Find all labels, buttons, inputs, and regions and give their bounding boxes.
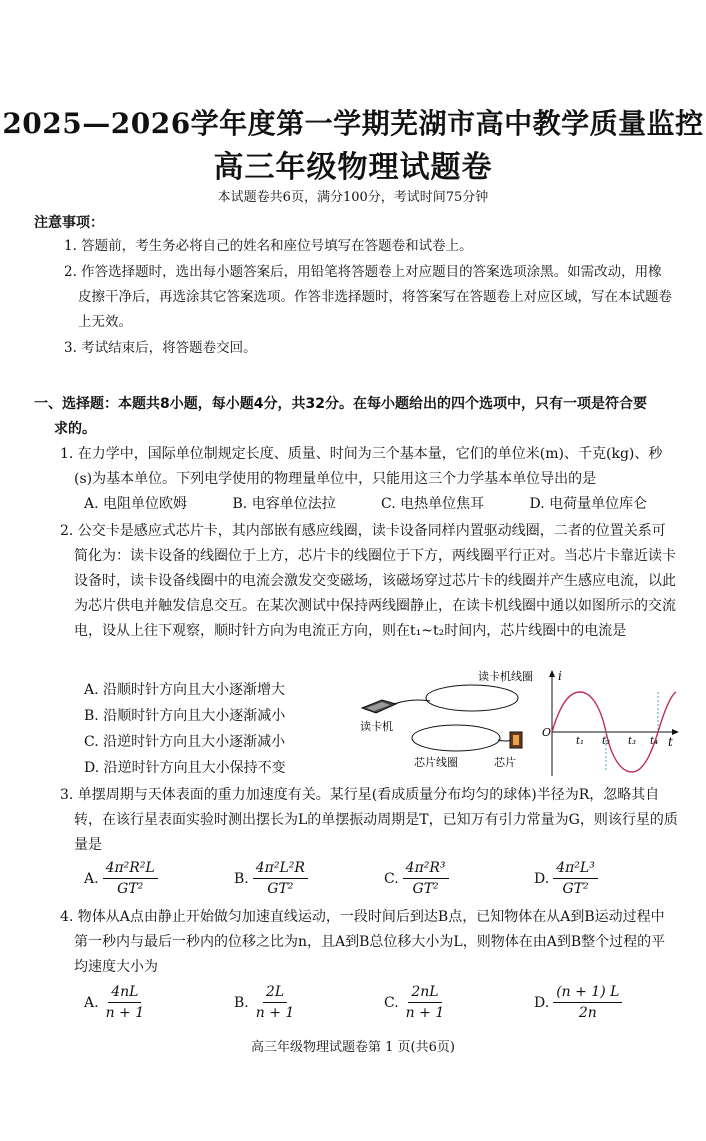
option-b: B. 电容单位法拉 xyxy=(232,496,336,512)
option-b: B. 沿顺时针方向且大小逐渐减小 xyxy=(84,708,286,724)
fraction-denominator: GT² xyxy=(562,881,589,897)
question-2-text: 2. 公交卡是感应式芯片卡，其内部嵌有感应线圈，读卡设备同样内置驱动线圈，二者的位置关系可简化为：读卡设备的线圈位于上方，芯片卡的线圈位于下方，两线圈平行正对。当芯片卡靠近读卡设备时，读卡设备线圈中的电流会激发交变磁场，该磁场穿过芯片卡的线圈并产生感应电流，以此为芯片供电并触发信息交互。在某次测试中保持两线圈静止，在读卡机线圈中通以如图所示的交流电，设从上往下观察，顺时针方向为电流正方向，则在t₁~t₂时间内，芯片线圈中的电流是 xyxy=(60,523,676,639)
card-reader-figure xyxy=(352,668,682,778)
option-label: D. xyxy=(534,994,550,1011)
option-fraction xyxy=(253,982,298,1023)
option-fraction xyxy=(403,858,449,899)
chip-coil xyxy=(412,725,500,751)
option-c: C. 电热单位焦耳 xyxy=(381,496,485,512)
fraction-denominator: GT² xyxy=(412,881,439,897)
reader-coil-label: 读卡机线圈 xyxy=(478,670,533,683)
graph-t-label: t xyxy=(668,735,673,749)
option-label: C. xyxy=(384,870,399,887)
fraction-denominator: n + 1 xyxy=(255,1005,295,1021)
fraction-denominator: n + 1 xyxy=(105,1005,145,1021)
option-d xyxy=(534,858,684,899)
fraction-denominator: GT² xyxy=(117,881,144,897)
fraction-numerator: 2nL xyxy=(408,982,441,1003)
option-a xyxy=(84,858,234,899)
question-1 xyxy=(60,442,678,517)
reader-device-icon xyxy=(362,700,396,713)
fraction-numerator: 4π²R²L xyxy=(103,858,158,879)
reader-lead xyxy=(394,700,430,704)
option-label: D. xyxy=(534,870,550,887)
notice-heading: 注意事项： xyxy=(34,215,104,231)
question-4-text: 4. 物体从A点由静止开始做匀加速直线运动，一段时间后到达B点，已知物体在从A到B运动过程中第一秒内与最后一秒内的位移之比为n，且A到B总位移大小为L，则物体在由A到B整个过程的平均速度大小为 xyxy=(60,909,666,975)
question-3 xyxy=(60,783,678,858)
section-heading-line2: 求的。 xyxy=(54,421,96,437)
option-a: A. 电阻单位欧姆 xyxy=(84,496,188,512)
option-fraction xyxy=(553,982,622,1023)
tick-t4: t₄ xyxy=(650,736,659,747)
option-c: C. 沿逆时针方向且大小逐渐减小 xyxy=(84,734,286,750)
exam-subject-title: 高三年级物理试题卷 xyxy=(213,150,493,185)
question-2 xyxy=(60,519,678,644)
option-fraction xyxy=(553,858,598,899)
question-3-text: 3. 单摆周期与天体表面的重力加速度有关。某行星(看成质量分布均匀的球体)半径为R，忽略其自转，在该行星表面实验时测出摆长为L的单摆振动周期是T，已知万有引力常量为G，则该行星的质量是 xyxy=(60,787,678,853)
chip-label: 芯片 xyxy=(494,756,516,769)
option-fraction xyxy=(253,858,308,899)
tick-t3: t₃ xyxy=(628,736,637,747)
tick-t2: t₂ xyxy=(602,736,611,747)
option-label: C. xyxy=(384,994,399,1011)
page-footer: 高三年级物理试题卷第 1 页(共6页) xyxy=(251,1040,455,1055)
option-d xyxy=(534,982,684,1023)
fraction-denominator: 2n xyxy=(578,1005,597,1021)
fraction-numerator: 4π²R³ xyxy=(403,858,449,879)
graph-i-label: i xyxy=(558,669,562,683)
option-b xyxy=(234,982,384,1023)
fraction-numerator: 2L xyxy=(263,982,287,1003)
graph-i-arrow xyxy=(549,670,555,677)
option-fraction xyxy=(403,982,448,1023)
fraction-denominator: n + 1 xyxy=(405,1005,445,1021)
fraction-numerator: (n + 1) L xyxy=(553,982,622,1003)
option-label: B. xyxy=(234,994,249,1011)
option-a xyxy=(84,982,234,1023)
graph-origin-label: O xyxy=(542,726,552,739)
graph-t-arrow xyxy=(672,729,679,735)
chip-coil-label: 芯片线圈 xyxy=(414,756,458,769)
exam-info: 本试题卷共6页，满分100分，考试时间75分钟 xyxy=(217,190,489,205)
section-heading xyxy=(34,392,674,442)
exam-title: 2025—2026学年度第一学期芜湖市高中教学质量监控 xyxy=(2,107,704,140)
fraction-numerator: 4π²L³ xyxy=(553,858,598,879)
option-label: A. xyxy=(84,870,99,887)
option-d: D. 电荷量单位库仑 xyxy=(529,496,648,512)
notice-list xyxy=(64,234,674,362)
notice-item: 3. 考试结束后，将答题卷交回。 xyxy=(64,340,257,356)
section-heading-line1: 一、选择题：本题共8小题，每小题4分，共32分。在每小题给出的四个选项中，只有一项是符合要 xyxy=(34,396,647,412)
fraction-denominator: GT² xyxy=(267,881,294,897)
question-1-options xyxy=(60,492,678,517)
chip-icon xyxy=(510,732,522,748)
fraction-numerator: 4nL xyxy=(108,982,141,1003)
option-fraction xyxy=(103,858,158,899)
question-4-options xyxy=(84,982,684,1023)
option-a: A. 沿顺时针方向且大小逐渐增大 xyxy=(84,682,286,698)
tick-t1: t₁ xyxy=(576,736,585,747)
question-1-text: 1. 在力学中，国际单位制规定长度、质量、时间为三个基本量，它们的单位米(m)、千克(kg)、秒(s)为基本单位。下列电学使用的物理量单位中，只能用这三个力学基本单位导出的是 xyxy=(60,446,663,487)
question-3-options xyxy=(84,858,684,899)
option-c xyxy=(384,858,534,899)
option-b xyxy=(234,858,384,899)
reader-coil xyxy=(426,685,518,711)
question-4 xyxy=(60,905,678,980)
notice-item: 2. 作答选择题时，选出每小题答案后，用铅笔将答题卷上对应题目的答案选项涂黑。如需改动，用橡皮擦干净后，再选涂其它答案选项。作答非选择题时，将答案写在答题卷上对应区域，写在本试题卷上无效。 xyxy=(64,264,672,330)
fraction-numerator: 4π²L²R xyxy=(253,858,308,879)
option-label: A. xyxy=(84,994,99,1011)
option-d: D. 沿逆时针方向且大小保持不变 xyxy=(84,760,286,776)
option-fraction xyxy=(103,982,148,1023)
reader-label: 读卡机 xyxy=(360,720,393,733)
notice-item: 1. 答题前，考生务必将自己的姓名和座位号填写在答题卷和试卷上。 xyxy=(64,238,473,254)
option-c xyxy=(384,982,534,1023)
option-label: B. xyxy=(234,870,249,887)
question-2-options xyxy=(84,677,286,781)
